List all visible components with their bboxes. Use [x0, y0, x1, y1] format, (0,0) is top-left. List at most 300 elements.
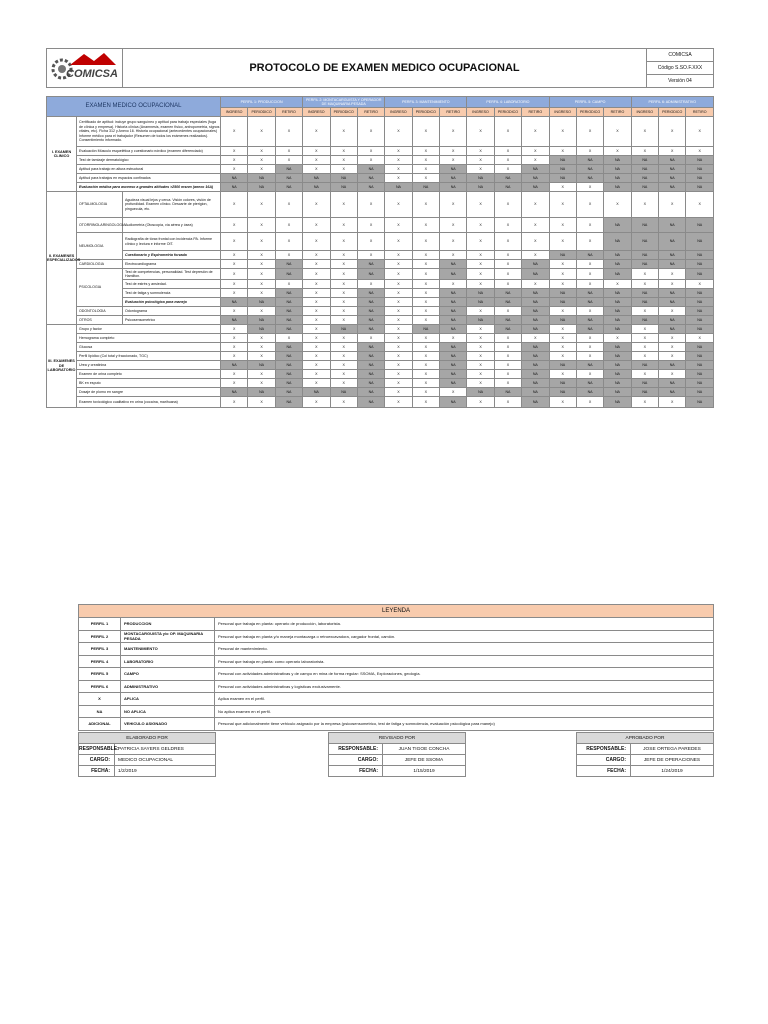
exam-cell: X — [330, 361, 357, 370]
exam-cell: NA — [494, 316, 521, 325]
table-row — [47, 233, 714, 251]
exam-cell: NA — [686, 289, 714, 298]
subsection-label: PSICOLOGIA — [77, 269, 123, 307]
exam-cell: NA — [275, 343, 302, 352]
exam-cell: X — [631, 370, 658, 379]
exam-cell: X — [576, 192, 603, 218]
exam-cell: X — [467, 370, 494, 379]
exam-cell: NA — [440, 174, 467, 183]
exam-cell: X — [412, 174, 439, 183]
exam-label: Examen de orina completo — [77, 370, 221, 379]
exam-cell: X — [330, 334, 357, 343]
exam-cell: X — [303, 343, 330, 352]
exam-cell: NA — [686, 269, 714, 280]
exam-cell: X — [467, 280, 494, 289]
exam-cell: X — [412, 260, 439, 269]
exam-cell: NA — [221, 361, 248, 370]
exam-cell: NA — [604, 251, 631, 260]
table-row — [47, 379, 714, 388]
exam-cell: NA — [440, 298, 467, 307]
exam-cell: X — [248, 343, 275, 352]
exam-label: Audiometría (Otoscopía, vía aérea y ósea) — [123, 218, 221, 233]
table-row — [47, 289, 714, 298]
exam-cell: NA — [467, 316, 494, 325]
exam-cell: X — [248, 352, 275, 361]
exam-cell: X — [385, 316, 412, 325]
exam-cell: X — [467, 397, 494, 408]
exam-cell: X — [494, 307, 521, 316]
exam-cell: NA — [357, 269, 384, 280]
table-row — [47, 147, 714, 156]
exam-cell: X — [303, 192, 330, 218]
exam-cell: X — [494, 269, 521, 280]
exam-cell: X — [631, 397, 658, 408]
exam-cell: NA — [686, 352, 714, 361]
exam-cell: X — [440, 388, 467, 397]
exam-cell: NA — [467, 289, 494, 298]
exam-cell: NA — [357, 343, 384, 352]
exam-cell: X — [248, 117, 275, 147]
exam-cell: X — [303, 251, 330, 260]
exam-cell: X — [357, 280, 384, 289]
sub-header-periodico: PERIODICO — [659, 108, 686, 117]
exam-cell: NA — [275, 325, 302, 334]
exam-cell: X — [467, 156, 494, 165]
exam-cell: X — [248, 192, 275, 218]
exam-cell: NA — [549, 251, 576, 260]
exam-cell: X — [412, 117, 439, 147]
exam-label: Urea y creatinina — [77, 361, 221, 370]
exam-cell: NA — [248, 174, 275, 183]
exam-cell: NA — [440, 269, 467, 280]
sub-header-retiro: RETIRO — [604, 108, 631, 117]
exam-cell: X — [440, 218, 467, 233]
exam-label: Dosaje de plomo en sangre — [77, 388, 221, 397]
exam-cell: NA — [440, 397, 467, 408]
legend-description: Personal con actividades administrativas y de campo en mina de forma regular: SSOMA, Exploraciones, geología. — [215, 668, 714, 681]
exam-cell: X — [330, 397, 357, 408]
legend-code: PERFIL 2 — [79, 630, 121, 643]
exam-cell: NA — [440, 289, 467, 298]
exam-cell: NA — [686, 183, 714, 192]
exam-cell: NA — [686, 218, 714, 233]
exam-cell: X — [494, 343, 521, 352]
exam-cell: X — [659, 117, 686, 147]
exam-cell: X — [522, 147, 549, 156]
table-row — [47, 280, 714, 289]
exam-cell: X — [385, 343, 412, 352]
exam-cell: NA — [604, 397, 631, 408]
exam-cell: NA — [357, 325, 384, 334]
sub-header-periodico: PERIODICO — [412, 108, 439, 117]
exam-cell: X — [522, 334, 549, 343]
exam-cell: NA — [467, 183, 494, 192]
exam-cell: X — [631, 343, 658, 352]
exam-cell: X — [221, 352, 248, 361]
exam-cell: NA — [248, 298, 275, 307]
comicsa-logo-icon — [50, 50, 120, 84]
exam-cell: NA — [604, 218, 631, 233]
exam-cell: X — [440, 280, 467, 289]
exam-cell: NA — [440, 361, 467, 370]
exam-cell: X — [330, 117, 357, 147]
exam-cell: X — [604, 192, 631, 218]
exam-cell: X — [659, 280, 686, 289]
exam-cell: NA — [467, 174, 494, 183]
exam-cell: NA — [631, 183, 658, 192]
exam-cell: NA — [686, 233, 714, 251]
exam-cell: NA — [686, 251, 714, 260]
exam-cell: NA — [659, 316, 686, 325]
exam-cell: X — [330, 260, 357, 269]
legend-code: NA — [79, 705, 121, 718]
legend-row — [79, 718, 714, 731]
exam-cell: X — [467, 218, 494, 233]
exam-cell: NA — [659, 260, 686, 269]
exam-cell: NA — [659, 379, 686, 388]
exam-cell: X — [686, 117, 714, 147]
exam-cell: NA — [248, 361, 275, 370]
table-row — [47, 165, 714, 174]
table-row — [47, 334, 714, 343]
exam-cell: X — [357, 233, 384, 251]
exam-cell: NA — [385, 183, 412, 192]
exam-cell: NA — [631, 361, 658, 370]
exam-cell: X — [303, 218, 330, 233]
exam-label: Test de tamizaje dermatológico — [77, 156, 221, 165]
exam-cell: X — [576, 343, 603, 352]
exam-cell: NA — [357, 379, 384, 388]
exam-cell: NA — [248, 316, 275, 325]
date-label: FECHA: — [79, 766, 115, 777]
exam-cell: NA — [576, 289, 603, 298]
exam-cell: NA — [357, 165, 384, 174]
exam-cell: X — [659, 147, 686, 156]
table-row — [47, 156, 714, 165]
exam-label: Test de competencias, personalidad. Test depresión de Hamilton. — [123, 269, 221, 280]
exam-cell: X — [467, 117, 494, 147]
table-row — [47, 307, 714, 316]
legend-name: MANTENIMIENTO — [121, 643, 215, 656]
exam-cell: X — [412, 280, 439, 289]
exam-cell: NA — [604, 370, 631, 379]
exam-cell: X — [385, 165, 412, 174]
exam-cell: X — [522, 280, 549, 289]
exam-cell: NA — [604, 352, 631, 361]
exam-cell: NA — [631, 379, 658, 388]
exam-cell: X — [248, 156, 275, 165]
exam-cell: NA — [549, 289, 576, 298]
exam-cell: X — [631, 307, 658, 316]
exam-cell: X — [330, 280, 357, 289]
exam-cell: X — [221, 370, 248, 379]
exam-cell: X — [494, 147, 521, 156]
exam-cell: X — [440, 233, 467, 251]
exam-cell: X — [659, 307, 686, 316]
exam-cell: X — [330, 316, 357, 325]
exam-cell: NA — [303, 183, 330, 192]
exam-cell: X — [221, 117, 248, 147]
document-code: Código S.SO.F.XXX — [647, 62, 714, 75]
exam-cell: X — [467, 307, 494, 316]
table-row — [47, 352, 714, 361]
exam-cell: NA — [604, 307, 631, 316]
exam-cell: X — [248, 165, 275, 174]
exam-cell: X — [440, 117, 467, 147]
main-header: EXAMEN MEDICO OCUPACIONAL — [47, 97, 221, 117]
legend-row — [79, 668, 714, 681]
exam-cell: X — [549, 269, 576, 280]
exam-cell: NA — [604, 325, 631, 334]
exam-cell: NA — [275, 269, 302, 280]
exam-cell: X — [248, 260, 275, 269]
legend-description: Personal que trabaja en planta: como operario laboratorista. — [215, 655, 714, 668]
exam-cell: X — [330, 233, 357, 251]
exam-cell: X — [549, 334, 576, 343]
sub-header-ingreso: INGRESO — [631, 108, 658, 117]
exam-cell: X — [631, 147, 658, 156]
exam-cell: X — [221, 289, 248, 298]
exam-cell: X — [275, 233, 302, 251]
exam-cell: NA — [440, 316, 467, 325]
exam-cell: NA — [522, 397, 549, 408]
exam-cell: X — [494, 370, 521, 379]
exam-cell: X — [221, 325, 248, 334]
exam-cell: X — [412, 334, 439, 343]
exam-cell: X — [467, 147, 494, 156]
exam-cell: NA — [494, 388, 521, 397]
signature-title: APROBADO POR — [577, 733, 714, 744]
exam-cell: X — [494, 218, 521, 233]
exam-cell: NA — [686, 397, 714, 408]
exam-cell: X — [412, 165, 439, 174]
date-value: 1/24/2019 — [631, 766, 714, 777]
exam-cell: NA — [659, 325, 686, 334]
exam-cell: X — [631, 269, 658, 280]
exam-cell: X — [385, 269, 412, 280]
date-label: FECHA: — [329, 766, 383, 777]
exam-cell: X — [549, 343, 576, 352]
exam-cell: X — [385, 370, 412, 379]
exam-cell: X — [275, 147, 302, 156]
exam-cell: NA — [494, 183, 521, 192]
position-value: JEFE DE OPERACIONES — [631, 755, 714, 766]
exam-cell: NA — [357, 388, 384, 397]
exam-cell: X — [604, 334, 631, 343]
exam-cell: X — [631, 325, 658, 334]
exam-cell: NA — [522, 343, 549, 352]
exam-cell: X — [275, 280, 302, 289]
legend-code: PERFIL 3 — [79, 643, 121, 656]
profile-header: PERFIL 6: ADMINISTRATIVO — [631, 97, 713, 108]
exam-cell: X — [604, 117, 631, 147]
exam-cell: NA — [303, 388, 330, 397]
exam-cell: X — [440, 334, 467, 343]
exam-cell: NA — [221, 298, 248, 307]
exam-cell: X — [303, 307, 330, 316]
exam-cell: NA — [357, 316, 384, 325]
exam-cell: X — [467, 192, 494, 218]
exam-cell: NA — [631, 174, 658, 183]
exam-cell: X — [357, 192, 384, 218]
exam-cell: X — [330, 147, 357, 156]
exam-cell: NA — [440, 370, 467, 379]
exam-cell: NA — [631, 388, 658, 397]
logo-text: COMICSA — [65, 68, 118, 80]
exam-cell: X — [412, 343, 439, 352]
exam-cell: X — [522, 192, 549, 218]
exam-cell: NA — [440, 165, 467, 174]
exam-cell: X — [248, 233, 275, 251]
exam-cell: X — [412, 147, 439, 156]
exam-cell: NA — [686, 174, 714, 183]
exam-cell: X — [330, 251, 357, 260]
exam-cell: X — [221, 233, 248, 251]
table-row — [47, 269, 714, 280]
exam-cell: X — [494, 334, 521, 343]
exam-cell: NA — [275, 183, 302, 192]
exam-cell: X — [522, 156, 549, 165]
section-label: I. EXAMEN CLINICO — [47, 117, 77, 192]
exam-cell: X — [303, 117, 330, 147]
exam-cell: NA — [576, 361, 603, 370]
exam-cell: NA — [631, 251, 658, 260]
exam-cell: NA — [604, 289, 631, 298]
exam-cell: NA — [275, 289, 302, 298]
exam-cell: X — [248, 370, 275, 379]
exam-cell: NA — [686, 343, 714, 352]
exam-cell: NA — [576, 165, 603, 174]
exam-cell: NA — [522, 379, 549, 388]
exam-cell: NA — [549, 379, 576, 388]
exam-cell: NA — [330, 183, 357, 192]
exam-cell: X — [576, 352, 603, 361]
exam-cell: X — [549, 183, 576, 192]
exam-cell: X — [221, 165, 248, 174]
exam-cell: X — [221, 280, 248, 289]
exam-label: Radiografía de tórax frontal con incidencia PA. Informe clínico y lectura e informe OIT. — [123, 233, 221, 251]
exam-cell: NA — [412, 325, 439, 334]
legend-description: No aplica examen en el perfil. — [215, 705, 714, 718]
exam-cell: NA — [248, 325, 275, 334]
section-label: II. EXAMENES ESPECIALIZADOS — [47, 192, 77, 325]
exam-cell: NA — [412, 183, 439, 192]
exam-cell: X — [303, 325, 330, 334]
exam-cell: X — [467, 379, 494, 388]
exam-cell: NA — [576, 388, 603, 397]
exam-cell: NA — [522, 307, 549, 316]
exam-cell: X — [357, 147, 384, 156]
table-row — [47, 260, 714, 269]
exam-cell: X — [303, 269, 330, 280]
exam-cell: X — [248, 147, 275, 156]
sub-header-retiro: RETIRO — [522, 108, 549, 117]
exam-cell: NA — [330, 325, 357, 334]
exam-cell: NA — [631, 218, 658, 233]
subsection-label: NEUMOLOGIA — [77, 233, 123, 260]
exam-cell: NA — [659, 233, 686, 251]
exam-cell: X — [494, 165, 521, 174]
sub-header-retiro: RETIRO — [357, 108, 384, 117]
exam-cell: NA — [467, 298, 494, 307]
exam-cell: NA — [631, 316, 658, 325]
exam-cell: NA — [576, 316, 603, 325]
exam-cell: NA — [440, 183, 467, 192]
exam-cell: X — [385, 156, 412, 165]
exam-label: Agudeza visual lejos y cerca. Visión colores, visión de profundidad. Examen clínico. Descarte de pterigion, pinguecula, etc. — [123, 192, 221, 218]
exam-cell: NA — [659, 298, 686, 307]
exam-cell: NA — [631, 298, 658, 307]
exam-cell: X — [248, 251, 275, 260]
exam-cell: NA — [494, 298, 521, 307]
exam-cell: X — [303, 370, 330, 379]
exam-cell: NA — [221, 388, 248, 397]
company-logo — [47, 49, 123, 88]
exam-cell: X — [385, 298, 412, 307]
exam-cell: X — [412, 289, 439, 298]
exam-cell: X — [576, 117, 603, 147]
sub-header-ingreso: INGRESO — [385, 108, 412, 117]
sub-header-ingreso: INGRESO — [303, 108, 330, 117]
legend-row — [79, 643, 714, 656]
exam-cell: X — [494, 251, 521, 260]
exam-cell: X — [522, 117, 549, 147]
exam-label: Grupo y factor — [77, 325, 221, 334]
exam-cell: NA — [440, 325, 467, 334]
exam-cell: NA — [576, 251, 603, 260]
legend-name: LABORATORIO — [121, 655, 215, 668]
exam-cell: NA — [604, 269, 631, 280]
exam-cell: X — [576, 334, 603, 343]
exam-cell: X — [275, 251, 302, 260]
sub-header-retiro: RETIRO — [275, 108, 302, 117]
exam-cell: NA — [576, 174, 603, 183]
exam-cell: NA — [522, 352, 549, 361]
elaborado-por-box — [78, 732, 216, 777]
profile-header: PERFIL 2: MONTACARGUISTA Y OPERADOR DE MAQUINARIA PESADA — [303, 97, 385, 108]
exam-cell: X — [385, 192, 412, 218]
exam-cell: NA — [549, 165, 576, 174]
legend-row — [79, 705, 714, 718]
exam-cell: X — [275, 218, 302, 233]
exam-cell: X — [549, 352, 576, 361]
exam-cell: X — [412, 156, 439, 165]
revisado-por-box — [328, 732, 466, 777]
exam-cell: NA — [549, 361, 576, 370]
exam-cell: NA — [686, 379, 714, 388]
exam-cell: X — [659, 370, 686, 379]
exam-cell: NA — [303, 174, 330, 183]
exam-cell: X — [576, 370, 603, 379]
table-row — [47, 361, 714, 370]
exam-cell: X — [275, 192, 302, 218]
exam-cell: X — [248, 269, 275, 280]
table-row — [47, 316, 714, 325]
exam-cell: X — [357, 251, 384, 260]
exam-cell: NA — [522, 183, 549, 192]
exam-cell: X — [549, 192, 576, 218]
table-row — [47, 370, 714, 379]
exam-cell: NA — [522, 165, 549, 174]
exam-cell: X — [385, 251, 412, 260]
page-title: PROTOCOLO DE EXAMEN MEDICO OCUPACIONAL — [123, 49, 647, 88]
legend-name: PRODUCCION — [121, 618, 215, 631]
exam-cell: X — [385, 280, 412, 289]
legend-name: CAMPO — [121, 668, 215, 681]
exam-cell: X — [494, 233, 521, 251]
exam-cell: X — [385, 233, 412, 251]
exam-cell: NA — [631, 260, 658, 269]
